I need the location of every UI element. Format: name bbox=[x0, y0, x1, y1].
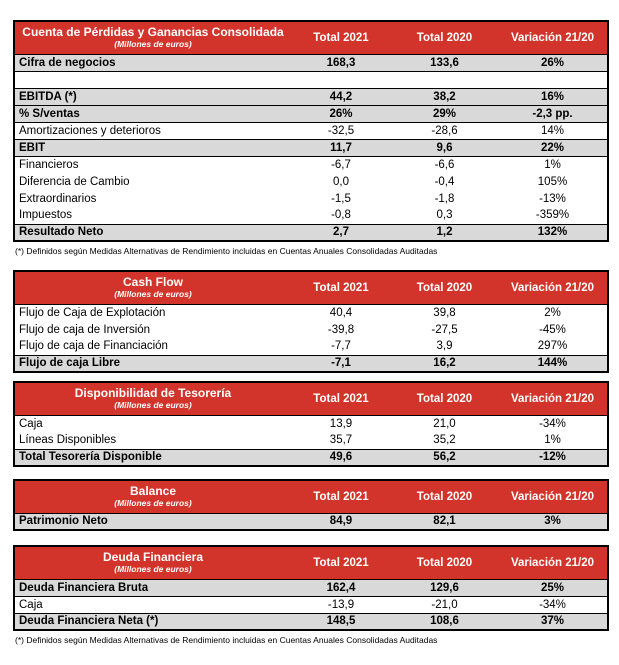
column-header-total-2020: Total 2020 bbox=[391, 546, 498, 579]
table-header-row bbox=[14, 21, 608, 54]
value-total-2020: 0,3 bbox=[391, 207, 498, 224]
table-title: Cuenta de Pérdidas y Ganancias Consolidada bbox=[22, 25, 284, 40]
value-variacion: -34% bbox=[498, 415, 608, 432]
row-label: Financieros bbox=[14, 156, 291, 173]
table-row bbox=[14, 415, 608, 432]
value-total-2021: -0,8 bbox=[291, 207, 391, 224]
value-variacion: -2,3 pp. bbox=[498, 105, 608, 122]
table-row bbox=[14, 224, 608, 241]
value-variacion: 14% bbox=[498, 122, 608, 139]
table-row bbox=[14, 304, 608, 321]
row-label: EBITDA (*) bbox=[14, 88, 291, 105]
row-label: Flujo de caja Libre bbox=[14, 355, 291, 372]
value-total-2021: 2,7 bbox=[291, 224, 391, 241]
value-total-2020: 21,0 bbox=[391, 415, 498, 432]
value-total-2021 bbox=[291, 71, 391, 88]
row-label: Deuda Financiera Neta (*) bbox=[14, 613, 291, 630]
value-total-2020: -6,6 bbox=[391, 156, 498, 173]
row-label: Flujo de caja de Financiación bbox=[14, 338, 291, 355]
table-header-row bbox=[14, 271, 608, 304]
row-label: Impuestos bbox=[14, 207, 291, 224]
value-total-2020: 9,6 bbox=[391, 139, 498, 156]
value-total-2021: 35,7 bbox=[291, 432, 391, 449]
value-total-2021: -13,9 bbox=[291, 596, 391, 613]
value-variacion: -12% bbox=[498, 449, 608, 466]
row-label: Resultado Neto bbox=[14, 224, 291, 241]
value-variacion: 1% bbox=[498, 432, 608, 449]
column-header-total-2020: Total 2020 bbox=[391, 271, 498, 304]
value-total-2020: -21,0 bbox=[391, 596, 498, 613]
table-cash-flow bbox=[13, 270, 609, 373]
column-header-total-2020: Total 2020 bbox=[391, 480, 498, 513]
column-header-variacion-21-20: Variación 21/20 bbox=[498, 382, 608, 415]
column-header-variacion-21-20: Variación 21/20 bbox=[498, 480, 608, 513]
row-label: Deuda Financiera Bruta bbox=[14, 579, 291, 596]
value-variacion: 105% bbox=[498, 173, 608, 190]
value-total-2021: -32,5 bbox=[291, 122, 391, 139]
column-header-variacion-21-20: Variación 21/20 bbox=[498, 271, 608, 304]
column-header-total-2020: Total 2020 bbox=[391, 21, 498, 54]
table-subtitle: (Millones de euros) bbox=[114, 498, 192, 509]
value-total-2021: -1,5 bbox=[291, 190, 391, 207]
column-header-total-2021: Total 2021 bbox=[291, 546, 391, 579]
column-header-total-2021: Total 2021 bbox=[291, 271, 391, 304]
row-label: Extraordinarios bbox=[14, 190, 291, 207]
value-variacion: 3% bbox=[498, 513, 608, 530]
footnote-apm-definition: (*) Definidos según Medidas Alternativas de Rendimiento incluidas en Cuentas Anuales Consolidadas Auditadas bbox=[15, 246, 438, 256]
value-variacion: 37% bbox=[498, 613, 608, 630]
value-total-2020: -0,4 bbox=[391, 173, 498, 190]
column-header-total-2021: Total 2021 bbox=[291, 480, 391, 513]
value-variacion: 16% bbox=[498, 88, 608, 105]
value-variacion: 132% bbox=[498, 224, 608, 241]
table-row bbox=[14, 596, 608, 613]
table-header-row bbox=[14, 480, 608, 513]
value-total-2020: 56,2 bbox=[391, 449, 498, 466]
value-total-2021: 148,5 bbox=[291, 613, 391, 630]
column-header-total-2020: Total 2020 bbox=[391, 382, 498, 415]
table-subtitle: (Millones de euros) bbox=[114, 400, 192, 411]
table-subtitle: (Millones de euros) bbox=[114, 289, 192, 300]
value-total-2020: 1,2 bbox=[391, 224, 498, 241]
column-header-variacion-21-20: Variación 21/20 bbox=[498, 21, 608, 54]
value-total-2020: 38,2 bbox=[391, 88, 498, 105]
value-variacion: 144% bbox=[498, 355, 608, 372]
value-total-2020: 29% bbox=[391, 105, 498, 122]
footnote-apm-definition: (*) Definidos según Medidas Alternativas de Rendimiento incluidas en Cuentas Anuales Consolidadas Auditadas bbox=[15, 635, 438, 645]
value-total-2021: -7,7 bbox=[291, 338, 391, 355]
column-header-total-2021: Total 2021 bbox=[291, 21, 391, 54]
row-label: Flujo de caja de Inversión bbox=[14, 321, 291, 338]
value-total-2020: -1,8 bbox=[391, 190, 498, 207]
table-row bbox=[14, 173, 608, 190]
value-total-2021: 11,7 bbox=[291, 139, 391, 156]
value-total-2020: 108,6 bbox=[391, 613, 498, 630]
table-subtitle: (Millones de euros) bbox=[114, 564, 192, 575]
value-total-2020: -28,6 bbox=[391, 122, 498, 139]
table-row bbox=[14, 449, 608, 466]
row-label: Diferencia de Cambio bbox=[14, 173, 291, 190]
value-total-2020: 82,1 bbox=[391, 513, 498, 530]
value-variacion: 26% bbox=[498, 54, 608, 71]
row-label bbox=[14, 71, 291, 88]
table-title: Disponibilidad de Tesorería bbox=[74, 386, 232, 401]
value-total-2021: 0,0 bbox=[291, 173, 391, 190]
table-row bbox=[14, 613, 608, 630]
row-label: Amortizaciones y deterioros bbox=[14, 122, 291, 139]
value-variacion: 25% bbox=[498, 579, 608, 596]
table-row bbox=[14, 190, 608, 207]
spacer-row bbox=[14, 71, 608, 88]
table-header-row bbox=[14, 382, 608, 415]
table-row bbox=[14, 207, 608, 224]
table-title-cell bbox=[14, 480, 291, 513]
table-row bbox=[14, 432, 608, 449]
value-variacion: -13% bbox=[498, 190, 608, 207]
value-variacion: -359% bbox=[498, 207, 608, 224]
value-total-2020: 35,2 bbox=[391, 432, 498, 449]
row-label: Patrimonio Neto bbox=[14, 513, 291, 530]
value-variacion: -45% bbox=[498, 321, 608, 338]
table-row bbox=[14, 338, 608, 355]
value-total-2020 bbox=[391, 71, 498, 88]
table-row bbox=[14, 321, 608, 338]
table-row bbox=[14, 513, 608, 530]
value-total-2021: 84,9 bbox=[291, 513, 391, 530]
value-total-2021: 168,3 bbox=[291, 54, 391, 71]
table-deuda-financiera bbox=[13, 545, 609, 631]
table-row bbox=[14, 122, 608, 139]
table-row bbox=[14, 156, 608, 173]
table-title-cell bbox=[14, 382, 291, 415]
value-total-2021: 26% bbox=[291, 105, 391, 122]
table-header-row bbox=[14, 546, 608, 579]
value-total-2020: 133,6 bbox=[391, 54, 498, 71]
value-total-2021: 49,6 bbox=[291, 449, 391, 466]
table-title-cell bbox=[14, 271, 291, 304]
value-variacion: 1% bbox=[498, 156, 608, 173]
table-balance bbox=[13, 479, 609, 531]
value-total-2021: 40,4 bbox=[291, 304, 391, 321]
value-variacion: 22% bbox=[498, 139, 608, 156]
value-variacion: -34% bbox=[498, 596, 608, 613]
value-total-2020: 16,2 bbox=[391, 355, 498, 372]
row-label: EBIT bbox=[14, 139, 291, 156]
value-total-2020: 129,6 bbox=[391, 579, 498, 596]
table-title-cell bbox=[14, 546, 291, 579]
column-header-total-2021: Total 2021 bbox=[291, 382, 391, 415]
table-subtitle: (Millones de euros) bbox=[114, 39, 192, 50]
table-title: Cash Flow bbox=[122, 275, 183, 290]
row-label: Líneas Disponibles bbox=[14, 432, 291, 449]
value-total-2021: 13,9 bbox=[291, 415, 391, 432]
value-total-2020: 3,9 bbox=[391, 338, 498, 355]
column-header-variacion-21-20: Variación 21/20 bbox=[498, 546, 608, 579]
table-row bbox=[14, 54, 608, 71]
value-total-2021: -39,8 bbox=[291, 321, 391, 338]
table-row bbox=[14, 88, 608, 105]
row-label: Caja bbox=[14, 596, 291, 613]
table-row bbox=[14, 579, 608, 596]
value-variacion: 2% bbox=[498, 304, 608, 321]
table-row bbox=[14, 105, 608, 122]
value-total-2021: 44,2 bbox=[291, 88, 391, 105]
table-title-cell bbox=[14, 21, 291, 54]
row-label: Total Tesorería Disponible bbox=[14, 449, 291, 466]
table-row bbox=[14, 355, 608, 372]
value-total-2020: -27,5 bbox=[391, 321, 498, 338]
row-label: Flujo de Caja de Explotación bbox=[14, 304, 291, 321]
table-title: Balance bbox=[129, 484, 177, 499]
value-total-2020: 39,8 bbox=[391, 304, 498, 321]
table-row bbox=[14, 139, 608, 156]
table-disponibilidad-tesoreria bbox=[13, 381, 609, 467]
row-label: Caja bbox=[14, 415, 291, 432]
value-total-2021: 162,4 bbox=[291, 579, 391, 596]
value-variacion: 297% bbox=[498, 338, 608, 355]
row-label: Cifra de negocios bbox=[14, 54, 291, 71]
value-total-2021: -6,7 bbox=[291, 156, 391, 173]
value-total-2021: -7,1 bbox=[291, 355, 391, 372]
table-title: Deuda Financiera bbox=[102, 550, 204, 565]
value-variacion bbox=[498, 71, 608, 88]
row-label: % S/ventas bbox=[14, 105, 291, 122]
table-cuenta-perdidas-ganancias bbox=[13, 20, 609, 242]
